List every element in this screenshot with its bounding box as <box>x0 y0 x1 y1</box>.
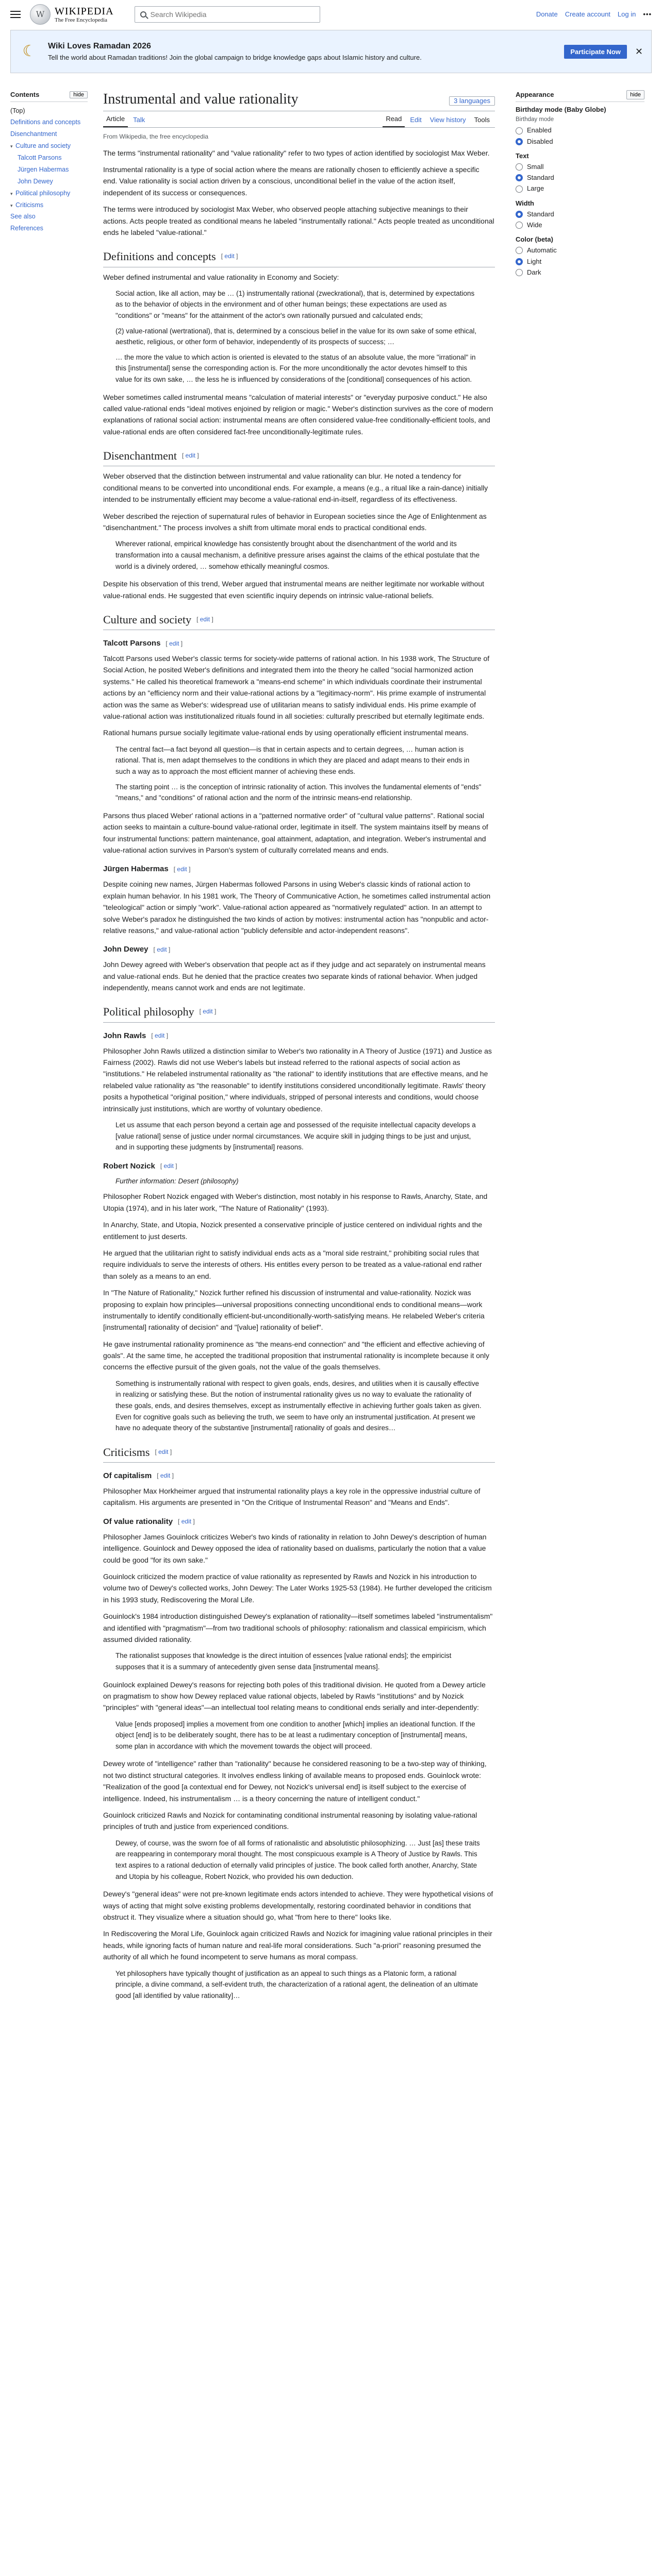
section-heading <box>103 1470 495 1482</box>
quote-paragraph: Wherever rational, empirical knowledge has consistently brought about the disenchantment of the world and its transformation into a causal mechanism, a definitive pressure arises against the claims of the ethical postulate that the world is a divinely ordered, … somehow ethically meaningful cosmos. <box>115 540 480 570</box>
banner-text: Tell the world about Ramadan traditions! Join the global campaign to bridge knowledge gaps about Islamic history and culture. <box>48 54 422 62</box>
toc-item-label[interactable]: (Top) <box>10 107 25 114</box>
edit-label[interactable]: edit <box>200 615 210 623</box>
edit-section-link[interactable]: [ edit ] <box>166 639 183 647</box>
tab-view-history[interactable]: View history <box>429 115 466 124</box>
tab-talk[interactable]: Talk <box>133 115 145 124</box>
radio-option[interactable] <box>516 268 644 277</box>
toc-item-label[interactable]: Definitions and concepts <box>10 118 81 126</box>
toc-item-label[interactable]: See also <box>10 213 36 221</box>
section-title: Culture and society <box>103 613 192 626</box>
blockquote <box>115 538 483 572</box>
section-heading <box>103 1030 495 1042</box>
radio-label: Wide <box>527 221 542 229</box>
quote-paragraph: Something is instrumentally rational with respect to given goals, ends, desires, and utilities when it is causally effective in realizing or satisfying these. But the notion of instrumental rationality gives us no way to evaluate the rationality of these goals, ends, and desires themselves, except as instrumentally effective in achieving further goals taken as given. Even for cognitive goals such as believing the truth, we seem to have only an instrumental justification. At present we have no adequate theory of the substantive [instrumental] rationality of goals and desires… <box>115 1379 482 1432</box>
section-heading <box>103 611 495 630</box>
globe-icon: W <box>30 4 51 25</box>
section-title: Disenchantment <box>103 449 177 463</box>
toc-item-2[interactable] <box>10 128 88 140</box>
radio-label: Disabled <box>527 137 553 145</box>
edit-label[interactable]: edit <box>160 1472 171 1480</box>
toc-item-4[interactable] <box>10 152 88 164</box>
radio-option[interactable] <box>516 162 644 172</box>
edit-label[interactable]: edit <box>163 1162 174 1170</box>
section-heading <box>103 1516 495 1528</box>
paragraph: Philosopher Max Horkheimer argued that instrumental rationality plays a key role in the oppressive industrial culture of capitalism. His arguments are presented in "On the Critique of Instrumental Reason" and "Means and Ends". <box>103 1487 481 1507</box>
quote-paragraph: … the more the value to which action is oriented is elevated to the status of an absolute value, the more "irrational" in this [instrumental] sense the corresponding action is. For the more unconditionally the actor devotes himself to this value for its own sake, … the less he is influenced by considerations of the [conditional] consequences of his action. <box>115 353 476 384</box>
site-header <box>0 0 662 29</box>
edit-section-link[interactable]: [ edit ] <box>199 1008 217 1015</box>
toc-item-1[interactable] <box>10 116 88 128</box>
toc-item-label[interactable]: Disenchantment <box>10 130 57 138</box>
toc-title: Contents <box>10 91 40 98</box>
radio-button[interactable] <box>516 174 523 181</box>
table-of-contents <box>10 90 88 234</box>
paragraph: John Dewey agreed with Weber's observation that people act as if they judge and act separately on instrumental means and value-rational ends. But he denied that the practice creates two separate kinds of rational behavior. When judged independently, means cannot work and ends are not legitimate. <box>103 960 486 992</box>
radio-label: Light <box>527 257 542 265</box>
paragraph: Gouinlock criticized Rawls and Nozick for contaminating conditional instrumental reasoning by isolating value-rational principles of truth and justice from experienced conditions. <box>103 1811 477 1831</box>
donate-link[interactable]: Donate <box>536 10 558 18</box>
chevron-down-icon[interactable]: ▾ <box>10 144 13 149</box>
radio-button[interactable] <box>516 269 523 276</box>
quote-paragraph: Value [ends proposed] implies a movement from one condition to another [which] implies an ideational function. If the object [end] is to be deliberately sought, there has to be at least a rudimentary conception of [instrumental] means, some plan in accordance with which the movement towards the object will proceed. <box>115 1720 475 1750</box>
paragraph: Dewey wrote of "intelligence" rather than "rationality" because he considered reasoning to be a two-step way of thinking, not two distinct structural categories. It involves endless linking of available means to proposed ends. Gouinlock wrote: "Realization of the good [a contextual end for Dewey, not Nozick's universal end] is itself subject to the exercise of intelligence. Indeed, his instrumentalism … is a theory concerning the nature of intelligent conduct." <box>103 1759 487 1803</box>
edit-label[interactable]: edit <box>224 252 235 260</box>
logo-tagline: The Free Encyclopedia <box>55 16 108 23</box>
edit-section-link[interactable]: [ edit ] <box>181 452 199 460</box>
toc-item-5[interactable] <box>10 164 88 176</box>
blockquote <box>115 1120 483 1153</box>
edit-label[interactable]: edit <box>169 639 179 647</box>
paragraph: Dewey's "general ideas" were not pre-known legitimate ends actors intended to achieve. They were hypothetical visions of ways of acting that might solve existing problems developmentally, restoring coordinated behavior in conditions that obstruct it. They visualize where a situation should go, what "from here to there" looks like. <box>103 1890 493 1921</box>
intro-paragraph: The terms were introduced by sociologist Max Weber, who observed people attaching subjective meanings to their actions. Acts people treated as conditional means he labeled "instrumentally rational." Acts people treated as unconditional ends he labeled "value-rational." <box>103 205 494 236</box>
section-heading <box>103 247 495 267</box>
radio-label: Standard <box>527 174 554 182</box>
main-menu-icon[interactable] <box>10 11 21 18</box>
radio-button[interactable] <box>516 258 523 265</box>
chevron-down-icon[interactable]: ▾ <box>10 202 13 208</box>
edit-section-link[interactable]: [ edit ] <box>153 945 171 953</box>
paragraph: Weber observed that the distinction between instrumental and value rationality can blur. He noted a tendency for conditional means to be converted into unconditional ends. For example, a means (e.g., a ritual like a rain-dance) initially intended to be instrumentally efficient may become a value-rational end-in-itself, regardless of its effectiveness. <box>103 472 488 504</box>
section-title: Political philosophy <box>103 1005 194 1019</box>
section-heading <box>103 943 495 956</box>
paragraph: Despite his observation of this trend, Weber argued that instrumental means are neither legitimate nor workable without value-rational ends. He suggested that even scientific inquiry depends on intrinsic value-rational beliefs. <box>103 580 485 600</box>
edit-section-link[interactable]: [ edit ] <box>155 1448 172 1455</box>
tab-edit[interactable]: Edit <box>410 115 422 124</box>
section-title: Talcott Parsons <box>103 639 161 648</box>
appearance-title: Appearance <box>516 91 554 98</box>
paragraph: Gouinlock explained Dewey's reasons for rejecting both poles of this traditional division. He quoted from a Dewey article on pragmatism to show how Dewey replaced value rational objects, labeled by Rawls "institutions" and by Nozick "principles" with "general ideas"—an intellectual tool relating means to conditional ends serially and inter-dependently: <box>103 1680 486 1712</box>
paragraph: Gouinlock's 1984 introduction distinguished Dewey's explanation of rationality—itself sometimes labeled "instrumentalism" and identified with "pragmatism"—from two traditional schools of philosophy: rationalism and classical empiricism, which assumed divided rationality. <box>103 1612 493 1643</box>
paragraph: Philosopher James Gouinlock criticizes Weber's two kinds of rationality in relation to John Dewey's description of human intelligence. Gouinlock and Dewey opposed the idea of rationality based on dualisms, particularly the notion that a value could be good "for its own sake." <box>103 1532 487 1564</box>
group-title: Text <box>516 151 529 160</box>
blockquote <box>115 744 483 804</box>
quote-paragraph: The rationalist supposes that knowledge is the direct intuition of essences [value rational ends]; the empiricist supposes that it is a summary of antecedently given sense data [instrumental means]. <box>115 1652 452 1671</box>
toc-item-9[interactable] <box>10 211 88 223</box>
toc-item-label[interactable]: Jürgen Habermas <box>18 165 69 173</box>
crescent-lantern-icon: ☾ <box>22 43 37 60</box>
group-note: Birthday mode <box>516 116 554 123</box>
section-title: Jürgen Habermas <box>103 865 169 874</box>
tab-read[interactable]: Read <box>383 114 405 128</box>
section-title: John Rawls <box>103 1031 146 1040</box>
chevron-down-icon[interactable]: ▾ <box>10 191 13 196</box>
paragraph: Rational humans pursue socially legitimate value-rational ends by using operationally efficient instrumental means. <box>103 728 469 737</box>
blockquote <box>115 1378 483 1434</box>
page-subtitle: From Wikipedia, the free encyclopedia <box>103 133 209 141</box>
languages-button[interactable]: 3 languages <box>449 96 495 106</box>
paragraph: In Anarchy, State, and Utopia, Nozick presented a conservative principle of justice centered on individual rights and the entitlement to just deserts. <box>103 1221 483 1241</box>
radio-button[interactable] <box>516 185 523 193</box>
paragraph: He gave instrumental rationality prominence as "the means-end connection" and "the efficient and effective achieving of goals". At the same time, he accepted the traditional proposition that instrumental rationality is incomplete because it only concerns the effective pursuit of the given goals, not the value of the goals themselves. <box>103 1340 489 1371</box>
appearance-hide-button[interactable]: hide <box>626 90 644 99</box>
section-title: Definitions and concepts <box>103 250 216 263</box>
appearance-group-width <box>516 199 644 230</box>
radio-label: Enabled <box>527 126 552 134</box>
radio-option[interactable] <box>516 137 644 146</box>
section-title: Criticisms <box>103 1445 150 1459</box>
radio-option[interactable] <box>516 126 644 135</box>
section-heading <box>103 1160 495 1173</box>
quote-paragraph: Yet philosophers have typically thought of justification as an appeal to such things as a Platonic form, a rational principle, a divine command, a self-evident truth, the characterization of a rational agent, the delineation of an ultimate good [all identified by value rationality]… <box>115 1969 478 1999</box>
main-content <box>103 90 495 2007</box>
radio-button[interactable] <box>516 163 523 171</box>
radio-label: Standard <box>527 210 554 218</box>
quote-paragraph: Dewey, of course, was the sworn foe of all forms of rationalistic and absolutistic philosophizing. … Just [as] these traits are reappearing in contemporary moral thought. The most conspicuous example is A Theory of Justice by Rawls. This text aspires to a rational deduction of eternally valid principles of justice. The book called forth another, Anarchy, State and Utopia by his colleague, Robert Nozick, who provided his own deduction. <box>115 1839 480 1880</box>
edit-label[interactable]: edit <box>157 945 167 953</box>
toc-item-label[interactable]: Talcott Parsons <box>18 154 62 162</box>
birthday-mode-group <box>516 105 644 146</box>
toc-item-6[interactable] <box>10 176 88 188</box>
page-tabs <box>103 113 495 128</box>
edit-label[interactable]: edit <box>158 1448 169 1455</box>
edit-label[interactable]: edit <box>203 1008 213 1015</box>
section-title: Of capitalism <box>103 1471 152 1481</box>
radio-label: Large <box>527 184 544 193</box>
search-box[interactable] <box>135 6 320 23</box>
edit-label[interactable]: edit <box>177 865 187 873</box>
quote-paragraph: Social action, like all action, may be … (1) instrumentally rational (zweckrational), that is, determined by expectations as to the behavior of objects in the environment and of other human beings; these expectations are used as "conditions" or "means" for the attainment of the actor's own rationally pursued and calculated ends; <box>115 289 475 320</box>
appearance-group-text <box>516 151 644 194</box>
radio-option[interactable] <box>516 184 644 193</box>
paragraph: Despite coining new names, Jürgen Habermas followed Parsons in using Weber's classic kinds of rational action to explain human behavior. In his 1981 work, The Theory of Communicative Action, he sometimes called instrumental action "teleological" action or simply "work". Value-rational action appeared as "normatively regulated" action. In an attempt to solve Weber's paradox he distinguished the two kinds of action by motives: instrumental action has "nonpublic and actor-relative reasons," and value-rational action "publicly defensible and actor-independent reasons". <box>103 880 491 935</box>
intro-paragraph: Instrumental rationality is a type of social action where the means are rationally chosen to efficiently achieve a specific end. Value rationality is social action driven by a conscious, unconditional belief in the value of the action itself, independent of its success or consequences. <box>103 165 479 197</box>
toc-item-label[interactable]: Culture and society <box>15 142 71 150</box>
radio-label: Small <box>527 163 544 171</box>
radio-button[interactable] <box>516 247 523 254</box>
blockquote <box>115 1968 483 2002</box>
radio-label: Dark <box>527 268 541 276</box>
wikipedia-logo[interactable] <box>30 4 114 25</box>
appearance-group-color <box>516 235 644 277</box>
edit-label[interactable]: edit <box>185 452 195 460</box>
quote-paragraph: The starting point … is the conception of intrinsic rationality of action. This involves the fundamental elements of "ends" "means," and "conditions" of rational action and the norm of the intrinsic means-end relationship. <box>115 783 482 802</box>
more-options-icon[interactable]: ••• <box>643 10 652 18</box>
edit-section-link[interactable]: [ edit ] <box>178 1518 195 1526</box>
participate-button[interactable]: Participate Now <box>564 45 627 59</box>
toc-item-3[interactable] <box>10 140 88 152</box>
login-link[interactable]: Log in <box>617 10 636 18</box>
quote-paragraph: Let us assume that each person beyond a certain age and possessed of the requisite intellectual capacity develops a [value rational] sense of justice under normal circumstances. We acquire skill in judging things to be just and unjust, and in supporting these judgments by [instrumental] reasons. <box>115 1121 476 1151</box>
hatnote: Further information: Desert (philosophy) <box>115 1177 239 1185</box>
edit-label[interactable]: edit <box>181 1518 192 1526</box>
page-title: Instrumental and value rationality <box>103 91 299 107</box>
edit-section-link[interactable]: [ edit ] <box>157 1472 174 1480</box>
search-input[interactable] <box>151 10 295 19</box>
toc-item-label[interactable]: Criticisms <box>15 201 44 209</box>
paragraph: Gouinlock criticized the modern practice of value rationality as represented by Rawls and Nozick in his introduction to volume two of Dewey's collected works, John Dewey: The Later Works 1925-53 (1984). He further developed the criticism in his 1993 study, Rediscovering the Moral Life. <box>103 1572 492 1604</box>
radio-option[interactable] <box>516 246 644 255</box>
search-icon <box>140 11 146 18</box>
radio-option[interactable] <box>516 257 644 266</box>
blockquote <box>115 1719 483 1752</box>
paragraph: In "The Nature of Rationality," Nozick further refined his discussion of instrumental and value-rationality. Nozick was proposing to explain how principles—universal propositions connecting unconditional ends to conditional means—work instrumentally to identify conditionally efficient-but-unconditionally-worth-satisfying means. He relabeled Weber's criteria [instrumental] rationality of decision" and "[value] rationality of belief". <box>103 1289 485 1332</box>
toc-item-0[interactable] <box>10 105 88 117</box>
radio-button[interactable] <box>516 211 523 218</box>
section-heading <box>103 1003 495 1022</box>
paragraph: In Rediscovering the Moral Life, Gouinlock again criticized Rawls and Nozick for imagining value rational principles in their heads, while ignoring facts of human nature and real-life moral considerations. Such "a-priori" reasoning presumed the authority of all which he found incompetent to serve humans as moral compass. <box>103 1929 492 1961</box>
intro-paragraph: The terms "instrumental rationality" and "value rationality" refer to two types of action identified by sociologist Max Weber. <box>103 148 490 157</box>
banner-title: Wiki Loves Ramadan 2026 <box>48 41 151 50</box>
edit-label[interactable]: edit <box>155 1032 165 1040</box>
quote-paragraph: (2) value-rational (wertrational), that is, determined by a conscious belief in the value for its own sake of some ethical, aesthetic, religious, or other form of behavior, independently of its prospects of success; … <box>115 327 477 346</box>
group-title: Birthday mode (Baby Globe) <box>516 106 606 114</box>
toc-hide-button[interactable]: hide <box>70 91 88 98</box>
logo-wordmark: WIKIPEDIA <box>55 5 114 17</box>
blockquote <box>115 1838 483 1882</box>
paragraph: Weber defined instrumental and value rationality in Economy and Society: <box>103 273 339 281</box>
radio-option[interactable] <box>516 210 644 219</box>
edit-section-link[interactable]: [ edit ] <box>160 1162 177 1170</box>
group-title: Color (beta) <box>516 235 553 244</box>
radio-option[interactable] <box>516 173 644 182</box>
tab-tools[interactable]: Tools <box>474 115 490 124</box>
edit-section-link[interactable]: [ edit ] <box>173 865 191 873</box>
radio-label: Automatic <box>527 246 557 255</box>
radio-button[interactable] <box>516 222 523 229</box>
appearance-panel <box>516 90 644 282</box>
section-title: Robert Nozick <box>103 1161 155 1171</box>
section-heading <box>103 863 495 875</box>
paragraph: Philosopher Robert Nozick engaged with Weber's distinction, most notably in his response to Rawls, Anarchy, State, and Utopia (1974), and in his later work, "The Nature of Rationality" (1993). <box>103 1192 488 1212</box>
toc-item-label[interactable]: John Dewey <box>18 177 53 185</box>
section-title: John Dewey <box>103 945 148 954</box>
toc-item-label[interactable]: References <box>10 225 43 232</box>
section-title: Of value rationality <box>103 1517 173 1526</box>
section-heading <box>103 447 495 466</box>
radio-button[interactable] <box>516 138 523 145</box>
paragraph: Philosopher John Rawls utilized a distinction similar to Weber's two rationality in A Theory of Justice (1971) and Justice as Fairness (2002). Rawls did not use Weber's labels but instead referred to the rational aspects of social action as "institutions." He relabeled instrumental rationality as "the rational" to identify institutions that are effective means, and he relabeled value rationality as "the reasonable" to identify institutions considered unconditionally legitimate. Rawls' theory posits a hypothetical "original position," where individuals, stripped of personal interests and conditions, would choose intrinsically just institutions, which are worthy of voluntary obedience. <box>103 1046 492 1113</box>
paragraph: Talcott Parsons used Weber's classic terms for society-wide patterns of rational action. In his 1938 work, The Structure of Social Action, he posited Weber's definitions and integrated them into the theory he called "social harmonized action systems." He called his theoretical framework a "means-end scheme" in which individuals coordinate their instrumental actions by an "efficiency norm and their value-rational actions by a "legitimacy-norm". His prime example of instrumental action was the same as Weber's: widespread use of utilitarian means to satisfy individual ends. His prime example of value-rational action was institutionalized rituals found in all societies: culturally prescribed but eternally legitimate ends. <box>103 654 490 721</box>
edit-section-link[interactable]: [ edit ] <box>196 615 213 623</box>
paragraph: Weber described the rejection of supernatural rules of behavior in European societies since the Age of Enlightenment as "disenchantment." The process involves a shift from ultimate moral ends to practical conditional ends. <box>103 512 487 532</box>
quote-paragraph: The central fact—a fact beyond all question—is that in certain aspects and to certain degrees, … human action is rational. That is, men adapt themselves to the conditions in which they are placed and adapt means to their ends in such a way as to approach the most efficient manner of achieving these ends. <box>115 745 470 776</box>
edit-section-link[interactable]: [ edit ] <box>151 1032 169 1040</box>
tab-article[interactable]: Article <box>103 114 128 128</box>
edit-section-link[interactable]: [ edit ] <box>221 252 238 260</box>
close-icon[interactable]: ✕ <box>635 46 643 57</box>
paragraph: He argued that the utilitarian right to satisfy individual ends acts as a "moral side restraint," prohibiting social rules that require individuals to serve the interests of others. His entitles every person to be treated as a value-rational end rather than solely as a means to an end. <box>103 1248 482 1280</box>
section-heading <box>103 637 495 650</box>
radio-option[interactable] <box>516 221 644 230</box>
radio-button[interactable] <box>516 127 523 134</box>
toc-item-10[interactable] <box>10 223 88 234</box>
paragraph: Weber sometimes called instrumental means "calculation of material interests" or "everyday purposive conduct." He also called value-rational ends "ideal motives enjoined by religion or magic." Weber's distinction survives as the core of modern explanations of rational social action: instrumental means are often considered value-free conditionally-efficient tools, and value-rational ends are often considered fact-free unconditionally-legitimate rules. <box>103 393 493 436</box>
toc-item-label[interactable]: Political philosophy <box>15 189 71 197</box>
section-heading <box>103 1443 495 1463</box>
create-account-link[interactable]: Create account <box>565 10 610 18</box>
blockquote <box>115 288 483 385</box>
blockquote <box>115 1650 483 1672</box>
toc-item-8[interactable] <box>10 199 88 211</box>
toc-item-7[interactable] <box>10 188 88 199</box>
paragraph: Parsons thus placed Weber' rational actions in a "patterned normative order" of "cultural value patterns". Rational social action seeks to maintain a culture-bound value-rational order, legitimate in itself. The system maintains itself by means of four instrumental functions: pattern maintenance, goal attainment, adaptation, and integration. Weber's instrumental and value-rational action survives in Parson's system of culturally correlated means and ends. <box>103 811 488 854</box>
group-title: Width <box>516 199 534 207</box>
campaign-banner <box>10 30 652 73</box>
